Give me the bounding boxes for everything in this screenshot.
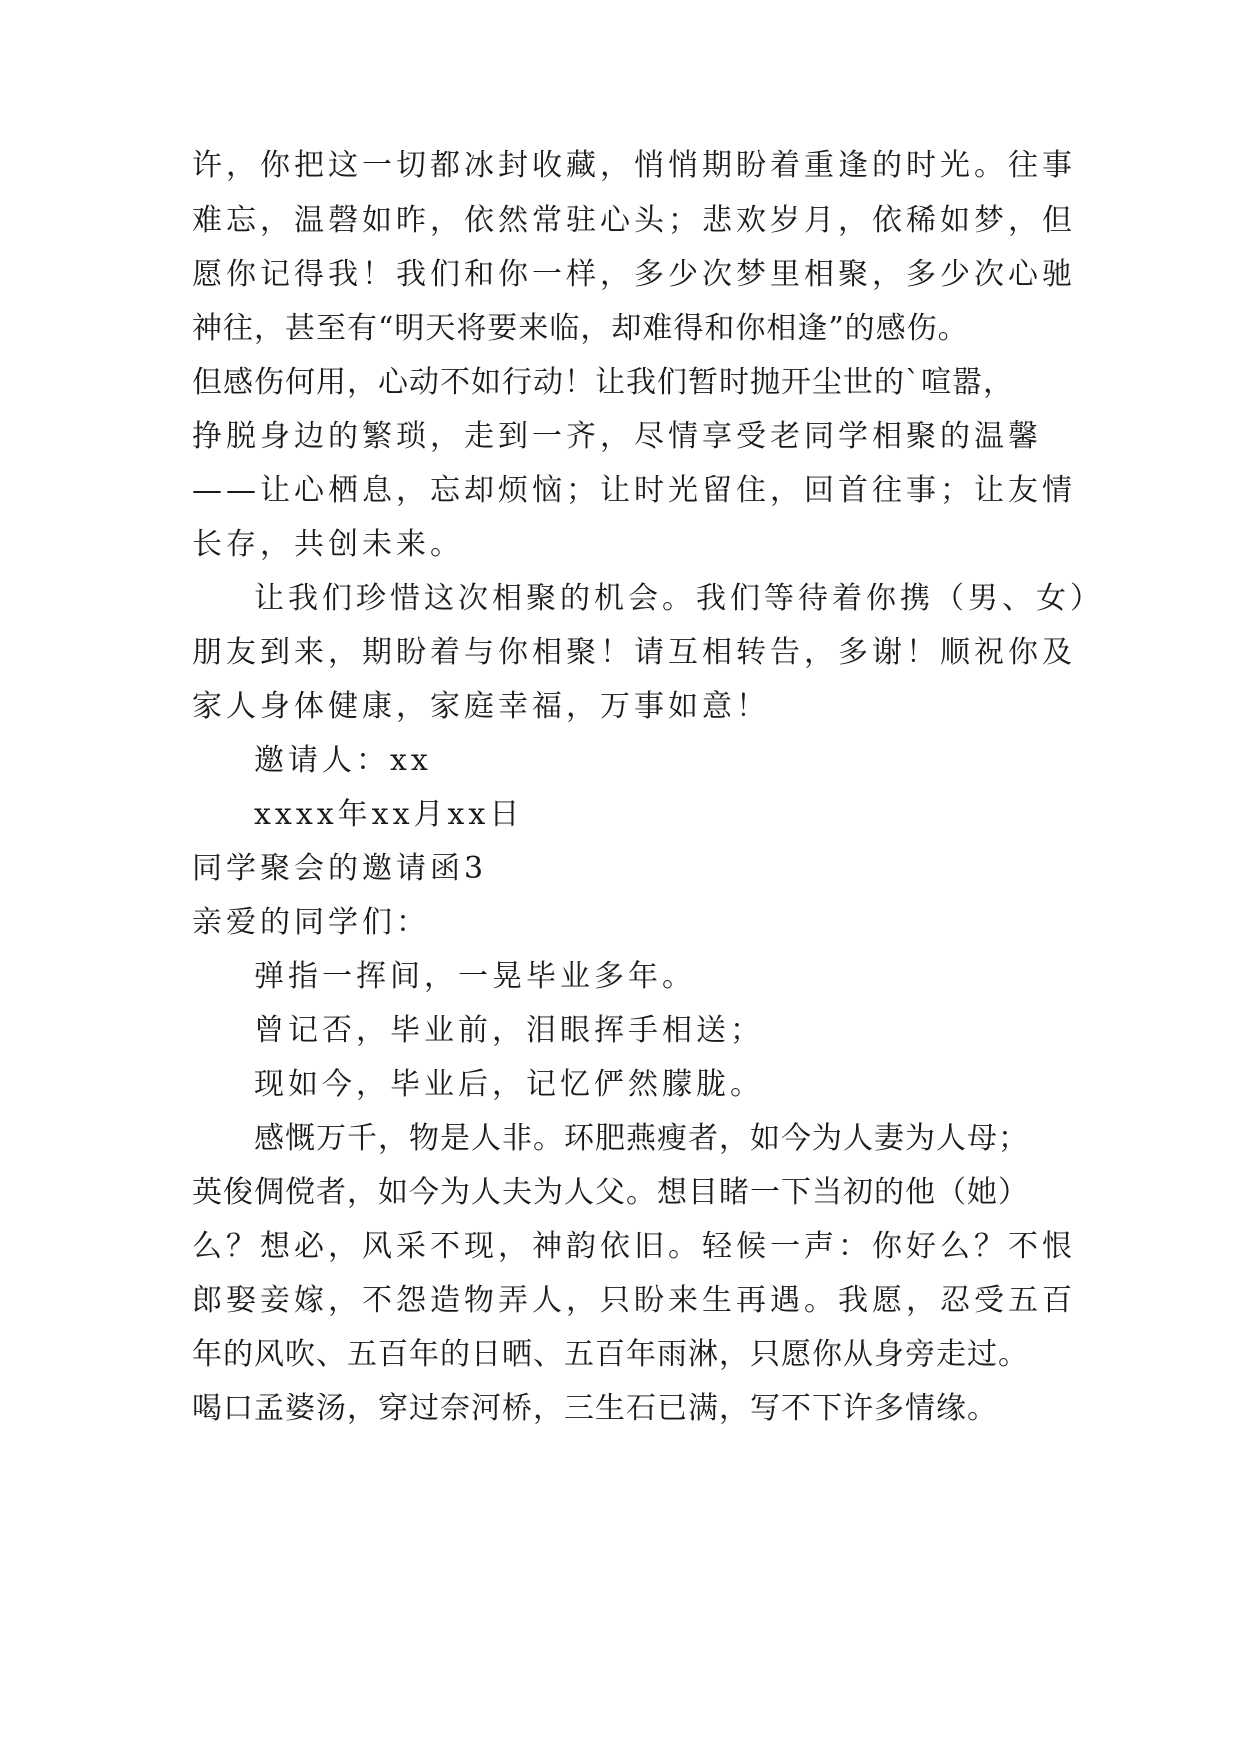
body-line-3: 愿你记得我！我们和你一样，多少次梦里相聚，多少次心驰 [192, 257, 1076, 292]
salutation: 亲爱的同学们： [192, 905, 430, 940]
body-line-4: 神往，甚至有“明天将要来临，却难得和你相逢”的感伤。 [192, 311, 969, 346]
body-line-7: ——让心栖息，忘却烦恼；让时光留住，回首往事；让友情 [192, 473, 1076, 508]
signature-date: xxxx年xx月xx日 [254, 797, 524, 832]
body-line-19: 感慨万千，物是人非。环肥燕瘦者，如今为人妻为人母； [254, 1121, 1029, 1156]
body-line-22: 郎娶妾嫁，不怨造物弄人，只盼来生再遇。我愿，忍受五百 [192, 1283, 1076, 1318]
body-line-1: 许，你把这一切都冰封收藏，悄悄期盼着重逢的时光。往事 [192, 148, 1076, 183]
body-line-24: 喝口孟婆汤，穿过奈河桥，三生石已满，写不下许多情缘。 [192, 1391, 998, 1426]
body-line-16: 弹指一挥间，一晃毕业多年。 [254, 959, 696, 994]
body-line-23: 年的风吹、五百年的日晒、五百年雨淋，只愿你从身旁走过。 [192, 1337, 1029, 1372]
body-line-5: 但感伤何用，心动不如行动！让我们暂时抛开尘世的`喧嚣， [192, 365, 1014, 400]
body-line-17: 曾记否，毕业前，泪眼挥手相送； [254, 1013, 764, 1048]
body-line-2: 难忘，温磬如昨，依然常驻心头；悲欢岁月，依稀如梦，但 [192, 203, 1076, 238]
section-title: 同学聚会的邀请函3 [192, 851, 488, 886]
body-line-9: 让我们珍惜这次相聚的机会。我们等待着你携（男、女） [254, 581, 1104, 616]
body-line-20: 英俊倜傥者，如今为人夫为人父。想目睹一下当初的他（她） [192, 1175, 1029, 1210]
body-line-10: 朋友到来，期盼着与你相聚！请互相转告，多谢！顺祝你及 [192, 635, 1076, 670]
body-line-6: 挣脱身边的繁琐，走到一齐，尽情享受老同学相聚的温馨 [192, 419, 1042, 454]
body-line-21: 么？想必，风采不现，神韵依旧。轻候一声：你好么？不恨 [192, 1229, 1076, 1264]
body-line-11: 家人身体健康，家庭幸福，万事如意！ [192, 689, 770, 724]
body-line-18: 现如今，毕业后，记忆俨然朦胧。 [254, 1067, 764, 1102]
body-line-8: 长存，共创未来。 [192, 527, 464, 562]
signature-inviter: 邀请人：xx [254, 743, 432, 778]
